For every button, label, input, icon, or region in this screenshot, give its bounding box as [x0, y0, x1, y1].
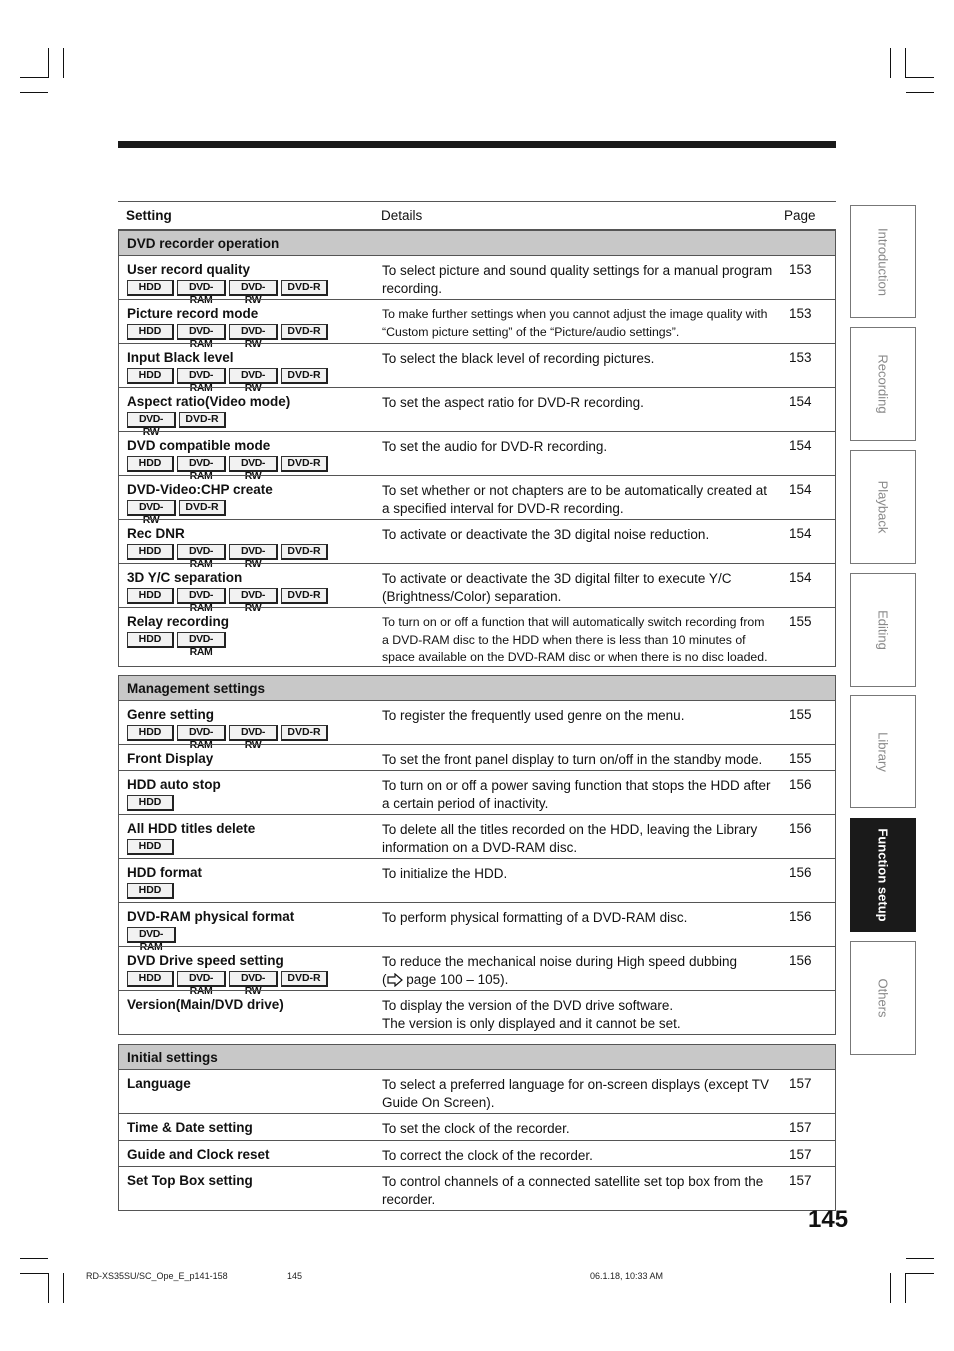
setting-detail: To perform physical formatting of a DVD-RAM disc. — [382, 910, 688, 925]
tab-playback[interactable]: Playback — [850, 450, 916, 564]
media-badge: DVD-RW — [229, 324, 278, 340]
media-badge: DVD-R — [281, 725, 328, 741]
table-row — [119, 701, 835, 751]
section-header-management: Management settings — [118, 675, 836, 701]
setting-name: Language — [127, 1076, 191, 1091]
tab-recording[interactable]: Recording — [850, 327, 916, 441]
media-badge: DVD-RW — [229, 280, 278, 296]
page-ref: 156 — [789, 909, 812, 924]
setting-name: Input Black level — [127, 350, 234, 365]
setting-detail: To activate or deactivate the 3D digital noise reduction. — [382, 527, 710, 542]
media-badge: HDD — [127, 632, 174, 648]
media-badge: DVD-RAM — [177, 368, 226, 384]
detail-line: The version is only displayed and it cannot be set. — [382, 1016, 681, 1031]
page-ref: 156 — [789, 821, 812, 836]
media-badges — [127, 971, 328, 997]
detail-line: page 100 – 105). — [406, 972, 509, 987]
media-badge: DVD-R — [281, 280, 328, 296]
table-row — [119, 814, 835, 858]
media-badge: DVD-RAM — [177, 632, 226, 648]
footer-date: 06.1.18, 10:33 AM — [590, 1271, 664, 1281]
media-badge: DVD-RW — [229, 544, 278, 560]
media-badge: DVD-R — [281, 324, 328, 340]
media-badge: DVD-RAM — [177, 324, 226, 340]
page-ref: 157 — [789, 1147, 812, 1162]
media-badge: DVD-R — [281, 456, 328, 472]
media-badges — [127, 280, 328, 306]
table-row — [119, 1113, 835, 1140]
media-badges — [127, 544, 328, 570]
media-badges — [127, 725, 328, 751]
media-badges — [127, 456, 328, 482]
footer-page: 145 — [287, 1271, 303, 1281]
media-badge: DVD-R — [281, 588, 328, 604]
media-badge: DVD-RW — [127, 500, 176, 516]
media-badge: HDD — [127, 368, 174, 384]
table-row — [119, 770, 835, 814]
setting-name: DVD-Video:CHP create — [127, 482, 273, 497]
media-badge: HDD — [127, 280, 174, 296]
table-row — [119, 1140, 835, 1166]
setting-name: Relay recording — [127, 614, 230, 629]
setting-name: Version(Main/DVD drive) — [127, 997, 284, 1012]
setting-name: Guide and Clock reset — [127, 1147, 270, 1162]
detail-line: To display the version of the DVD drive software. — [382, 998, 674, 1013]
setting-detail: To set the audio for DVD-R recording. — [382, 439, 608, 454]
media-badge: DVD-RAM — [177, 280, 226, 296]
page-ref: 156 — [789, 865, 812, 880]
table-row — [119, 299, 835, 350]
media-badge: HDD — [127, 324, 174, 340]
page-ref: 157 — [789, 1173, 812, 1188]
table-row — [119, 1070, 835, 1113]
setting-name: DVD compatible mode — [127, 438, 271, 453]
header-page: Page — [784, 208, 816, 223]
page-ref: 154 — [789, 570, 812, 585]
setting-detail: To select a preferred language for on-screen displays (except TV Guide On Screen). — [382, 1077, 769, 1110]
setting-name: HDD auto stop — [127, 777, 221, 792]
setting-detail: To correct the clock of the recorder. — [382, 1148, 593, 1163]
crop-mark — [890, 48, 891, 78]
page-number: 145 — [808, 1206, 849, 1233]
crop-mark — [48, 1273, 49, 1303]
crop-mark — [905, 1273, 906, 1303]
page-ref: 153 — [789, 262, 812, 277]
media-badge: HDD — [127, 839, 174, 855]
media-badges — [127, 632, 226, 658]
settings-table-initial — [118, 1044, 836, 1211]
setting-name: HDD format — [127, 865, 203, 880]
settings-table-management — [118, 675, 836, 1035]
media-badge: HDD — [127, 883, 174, 899]
media-badges — [127, 412, 226, 438]
settings-table-dvd — [118, 201, 836, 667]
crop-mark — [905, 48, 906, 78]
setting-name: Picture record mode — [127, 306, 259, 321]
setting-name: Set Top Box setting — [127, 1173, 253, 1188]
media-badge: DVD-R — [281, 368, 328, 384]
setting-detail: To control channels of a connected satellite set top box from the recorder. — [382, 1174, 764, 1207]
page-ref: 155 — [789, 707, 812, 722]
media-badge: DVD-RAM — [177, 456, 226, 472]
tab-library[interactable]: Library — [850, 695, 916, 808]
section-rows-dvd — [118, 256, 836, 667]
media-badge: DVD-RAM — [177, 544, 226, 560]
media-badge: HDD — [127, 456, 174, 472]
crop-mark — [63, 48, 64, 78]
table-row — [119, 475, 835, 526]
page-ref: 154 — [789, 438, 812, 453]
page-ref: 156 — [789, 953, 812, 968]
setting-detail — [382, 997, 774, 1033]
crop-mark — [906, 1273, 934, 1274]
media-badge: DVD-RW — [229, 971, 278, 987]
table-row — [119, 563, 835, 614]
crop-mark — [906, 1258, 934, 1259]
page-ref: 154 — [789, 482, 812, 497]
section-header-initial: Initial settings — [118, 1044, 836, 1070]
page-ref: 153 — [789, 306, 812, 321]
page-ref: 157 — [789, 1120, 812, 1135]
media-badge: DVD-RAM — [127, 927, 176, 943]
top-rule — [118, 141, 836, 148]
page-ref: 154 — [789, 394, 812, 409]
header-setting: Setting — [126, 208, 172, 223]
media-badges — [127, 324, 328, 350]
setting-name: Genre setting — [127, 707, 215, 722]
setting-name: Rec DNR — [127, 526, 185, 541]
setting-detail: To set the clock of the recorder. — [382, 1121, 570, 1136]
section-header-dvd: DVD recorder operation — [118, 230, 836, 256]
page-ref: 156 — [789, 777, 812, 792]
table-row — [119, 858, 835, 902]
crop-mark — [906, 77, 934, 78]
media-badge: DVD-RW — [229, 456, 278, 472]
media-badge: HDD — [127, 795, 174, 811]
media-badges — [127, 795, 174, 811]
setting-name: 3D Y/C separation — [127, 570, 243, 585]
media-badge: DVD-R — [179, 500, 226, 516]
media-badges — [127, 500, 226, 526]
media-badge: HDD — [127, 725, 174, 741]
section-rows-management — [118, 701, 836, 1035]
media-badge: DVD-RW — [127, 412, 176, 428]
setting-detail: To register the frequently used genre on the menu. — [382, 708, 685, 723]
setting-name: Aspect ratio(Video mode) — [127, 394, 291, 409]
media-badges — [127, 588, 328, 614]
setting-detail: To set the front panel display to turn on/off in the standby mode. — [382, 752, 763, 767]
crop-mark — [890, 1273, 891, 1303]
setting-name: User record quality — [127, 262, 251, 277]
table-row — [119, 343, 835, 394]
table-row — [119, 256, 835, 306]
setting-name: DVD Drive speed setting — [127, 953, 284, 968]
tab-editing[interactable]: Editing — [850, 573, 916, 687]
crop-mark — [906, 92, 934, 93]
setting-detail: To turn on or off a function that will automatically switch recording from a DVD-RAM disc to the HDD when there is less than 10 minutes of space available on the DVD-RAM disc or when there is no disc loaded. — [382, 615, 768, 664]
table-header — [118, 201, 836, 230]
tab-others[interactable]: Others — [850, 941, 916, 1055]
media-badges — [127, 883, 174, 899]
media-badge: DVD-R — [179, 412, 226, 428]
media-badge: DVD-RAM — [177, 725, 226, 741]
crop-mark — [48, 48, 49, 78]
table-row — [119, 744, 835, 770]
setting-detail: To reduce the mechanical noise during High speed dubbing ( page 100 – 105). — [382, 954, 737, 987]
setting-detail: To set whether or not chapters are to be automatically created at a specified interval for DVD-R recording. — [382, 483, 767, 516]
crop-mark — [63, 1273, 64, 1303]
table-row — [119, 1166, 835, 1210]
media-badges — [127, 368, 328, 394]
page-ref: 157 — [789, 1076, 812, 1091]
detail-line: To reduce the mechanical noise during High speed dubbing — [382, 954, 737, 969]
table-row — [119, 607, 835, 666]
setting-name: Time & Date setting — [127, 1120, 253, 1135]
crop-mark — [20, 77, 48, 78]
media-badge: DVD-RW — [229, 368, 278, 384]
setting-detail: To initialize the HDD. — [382, 866, 508, 881]
table-row — [119, 431, 835, 482]
setting-detail: To turn on or off a power saving function that stops the HDD after a certain period of inactivity. — [382, 778, 771, 811]
setting-detail: To set the aspect ratio for DVD-R recording. — [382, 395, 644, 410]
page-ref: 154 — [789, 526, 812, 541]
table-row — [119, 387, 835, 438]
crop-mark — [20, 1258, 48, 1259]
setting-detail: To make further settings when you cannot adjust the image quality with “Custom picture setting” of the “Picture/audio settings”. — [382, 307, 768, 339]
page-reference-arrow-icon — [387, 973, 403, 987]
page-ref: 155 — [789, 614, 812, 629]
media-badge: DVD-R — [281, 544, 328, 560]
media-badge: DVD-R — [281, 971, 328, 987]
header-details: Details — [381, 208, 423, 223]
footer-file: RD-XS35SU/SC_Ope_E_p141-158 — [86, 1271, 228, 1281]
media-badge: DVD-RAM — [177, 588, 226, 604]
page-ref: 153 — [789, 350, 812, 365]
setting-detail: To activate or deactivate the 3D digital filter to execute Y/C (Brightness/Color) separation. — [382, 571, 732, 604]
media-badges — [127, 839, 174, 855]
media-badge: DVD-RAM — [177, 971, 226, 987]
crop-mark — [20, 1273, 48, 1274]
setting-detail: To delete all the titles recorded on the HDD, leaving the Library information on a DVD-RAM disc. — [382, 822, 758, 855]
table-row — [119, 946, 835, 997]
page-ref: 155 — [789, 751, 812, 766]
table-row — [119, 990, 835, 1034]
media-badge: DVD-RW — [229, 588, 278, 604]
table-row — [119, 519, 835, 570]
setting-name: Front Display — [127, 751, 214, 766]
media-badge: HDD — [127, 588, 174, 604]
media-badge: HDD — [127, 544, 174, 560]
setting-name: DVD-RAM physical format — [127, 909, 295, 924]
setting-detail: To select the black level of recording pictures. — [382, 351, 655, 366]
crop-mark — [20, 92, 48, 93]
media-badge: HDD — [127, 971, 174, 987]
media-badge: DVD-RW — [229, 725, 278, 741]
media-badges — [127, 927, 176, 953]
tab-function-setup[interactable]: Function setup — [850, 818, 916, 932]
section-rows-initial — [118, 1070, 836, 1211]
tab-introduction[interactable]: Introduction — [850, 205, 916, 318]
setting-detail: To select picture and sound quality settings for a manual program recording. — [382, 263, 773, 296]
setting-name: All HDD titles delete — [127, 821, 256, 836]
table-row — [119, 902, 835, 953]
